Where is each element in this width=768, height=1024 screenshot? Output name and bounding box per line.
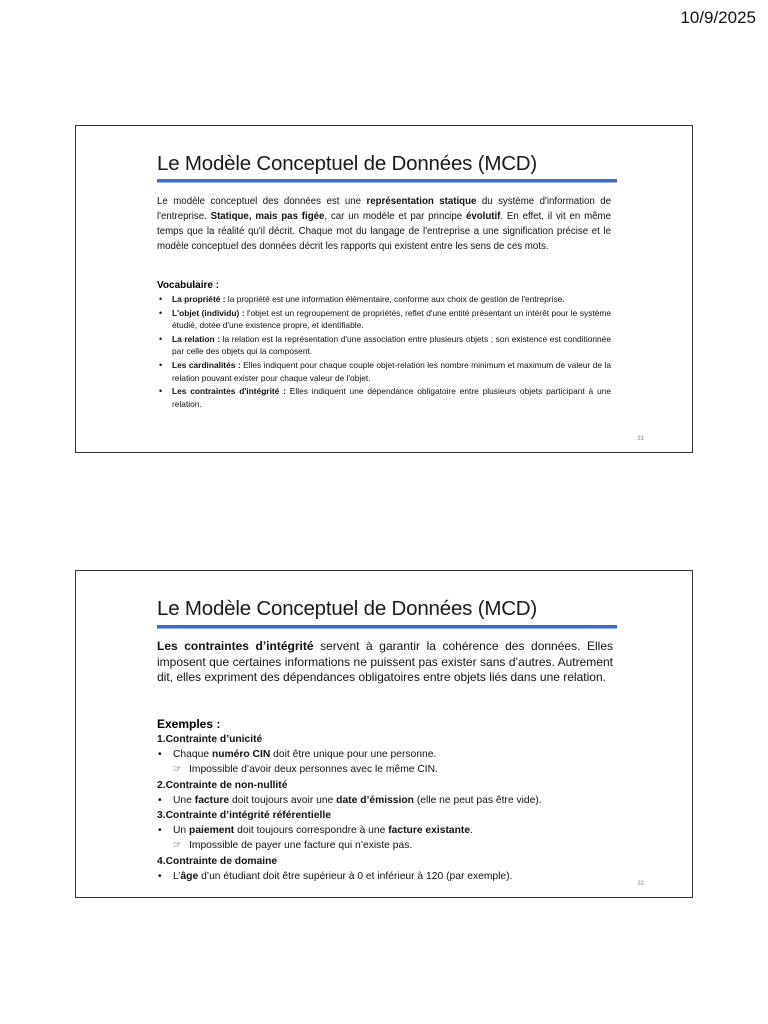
text-run: doit toujours avoir une <box>229 794 337 806</box>
constraint-bullet <box>157 823 617 838</box>
constraint-bullet <box>157 747 617 762</box>
text-run: Une <box>173 794 195 806</box>
vocabulary-heading: Vocabulaire : <box>157 280 220 291</box>
slide-32 <box>75 570 693 898</box>
term: Les cardinalités : <box>172 359 241 370</box>
intro-text: servent à garantir la cohérence des données. Elles imposent que certaines informations ne puissent pas exister sans d’autres. Autrement dit, elles expriment des dépendances obligatoires entre objets liés dans une relation. <box>157 639 614 685</box>
bold-text: Statique, mais pas figée <box>210 211 325 222</box>
slide-title: Le Modèle Conceptuel de Données (MCD) <box>157 152 538 175</box>
constraint-heading: 2.Contrainte de non-nullité <box>157 779 288 791</box>
constraint-note <box>157 762 617 777</box>
constraint-bullet <box>157 869 617 884</box>
text-run: (elle ne peut pas être vide). <box>413 794 542 806</box>
bold-text: facture existante <box>388 825 471 837</box>
text-run: Le modèle conceptuel des données est une <box>157 196 367 207</box>
text-run: , car un modèle et par principe <box>324 211 466 222</box>
constraint-bullet <box>157 793 617 808</box>
text-run: L’ <box>173 870 181 882</box>
vocabulary-list <box>157 293 611 411</box>
bold-text: paiement <box>189 825 235 837</box>
pointing-hand-icon: ☞ <box>173 840 183 852</box>
vocabulary-item <box>157 307 611 332</box>
definition: Elles indiquent pour chaque couple objet-relation les nombre minimum et maximum de valeur de la relation pouvant exister pour chaque valeur de l'objet. <box>172 359 611 383</box>
constraint-note <box>157 838 617 853</box>
bold-text: évolutif <box>465 211 501 222</box>
term: La relation : <box>172 333 220 344</box>
term: La propriété : <box>172 294 226 304</box>
definition: la propriété est une information élémentaire, conforme aux choix de gestion de l'entreprise. <box>225 294 565 304</box>
text-run: doit toujours correspondre à une <box>234 825 389 837</box>
text-run: du système d'information de l'entreprise. <box>157 196 611 222</box>
bold-text: âge <box>180 870 199 882</box>
term: Les contraintes d'intégrité : <box>172 386 286 397</box>
slide-number: 32 <box>637 881 644 887</box>
bold-text: numéro CIN <box>211 749 271 761</box>
text-run: d’un étudiant doit être supérieur à 0 et inférieur à 120 (par exemple). <box>198 870 513 882</box>
title-underline <box>157 179 617 183</box>
text-run: Un <box>173 825 190 837</box>
text-run: . <box>470 825 473 837</box>
slide-31 <box>75 125 693 453</box>
intro-paragraph <box>157 194 611 254</box>
constraint-heading: 3.Contrainte d’intégrité référentielle <box>157 810 331 822</box>
constraint-heading: 4.Contrainte de domaine <box>157 855 278 867</box>
text-run: doit être unique pour une personne. <box>270 749 437 761</box>
definition: Elles indiquent une dépendance obligatoire entre plusieurs objets participant à une relation. <box>172 386 611 409</box>
definition: l'objet est un regroupement de propriétés, reflet d'une entité présentant un intérêt pour le système étudié, dotée d'une existence propre, et identifiable. <box>172 307 611 331</box>
bold-text: facture <box>194 794 230 806</box>
note-text: Impossible d’avoir deux personnes avec le même CIN. <box>189 764 438 776</box>
title-underline <box>157 625 617 629</box>
intro-paragraph <box>157 639 613 686</box>
definition: la relation est la représentation d'une association entre plusieurs objets ; son existence est conditionnée par celle des objets qui la composent. <box>172 333 612 357</box>
vocabulary-item <box>157 385 611 410</box>
vocabulary-item <box>157 333 611 358</box>
bold-text: représentation statique <box>366 196 477 207</box>
slide-number: 31 <box>637 436 644 442</box>
vocabulary-item <box>157 359 611 384</box>
intro-bold: Les contraintes d’intégrité <box>157 639 314 653</box>
examples-heading: Exemples : <box>157 717 221 731</box>
vocabulary-item <box>157 293 611 306</box>
constraint-heading: 1.Contrainte d’unicité <box>157 734 263 745</box>
pointing-hand-icon: ☞ <box>173 764 183 776</box>
term: L'objet (individu) : <box>172 307 245 318</box>
note-text: Impossible de payer une facture qui n’existe pas. <box>189 840 413 852</box>
text-run: . En effet, il vit en même temps que la réalité qu'il décrit. Chaque mot du langage de l'entreprise a une signification précise et le modèle conceptuel des données décrit les rapports qui existent entre les sens de ces mots. <box>157 211 611 252</box>
slide-title: Le Modèle Conceptuel de Données (MCD) <box>157 597 538 620</box>
page-date: 10/9/2025 <box>680 8 756 27</box>
examples-list <box>157 732 617 884</box>
text-run: Chaque <box>173 749 212 761</box>
bold-text: date d’émission <box>336 794 414 806</box>
